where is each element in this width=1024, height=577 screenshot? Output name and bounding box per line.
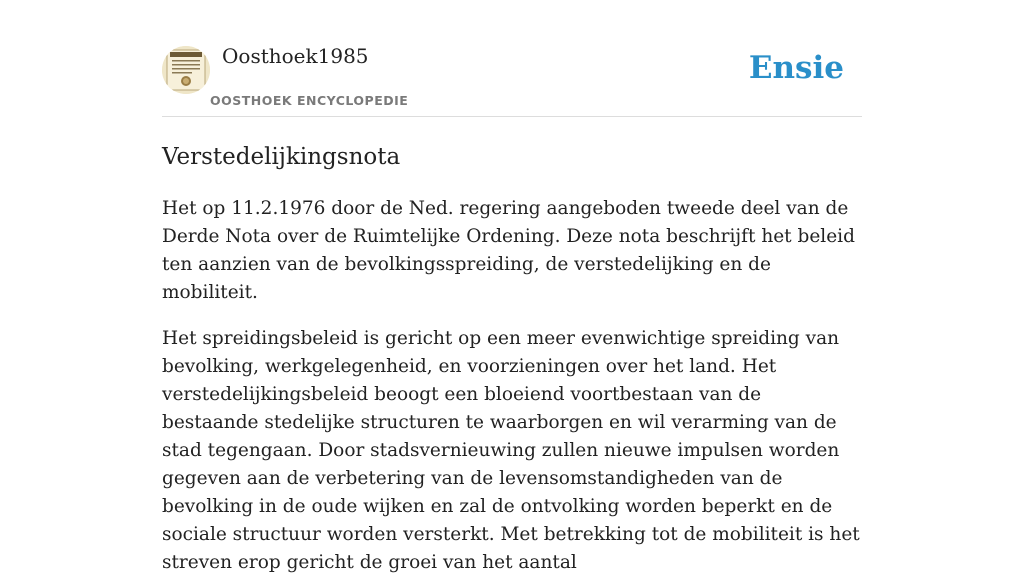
article-title: Verstedelijkingsnota: [162, 144, 401, 170]
article-page: [162, 0, 862, 577]
brand-logo[interactable]: Ensie: [748, 50, 844, 86]
article-paragraph: Het op 11.2.1976 door de Ned. regering aangeboden tweede deel van de Derde Nota over de Ruimtelijke Ordening. Deze nota beschrijft het beleid ten aanzien van de bevolkingsspreiding, de verstedelijking en de mobiliteit.: [162, 198, 855, 303]
avatar[interactable]: [162, 46, 210, 94]
article-paragraph: Het spreidingsbeleid is gericht op een meer evenwichtige spreiding van bevolking, werkgelegenheid, en voorzieningen over het land. Het verstedelijkingsbeleid beoogt een bloeiend voortbestaan van de bestaande stedelijke structuren te waarborgen en wil verarming van de stad tegengaan. Door stadsvernieuwing zullen nieuwe impulsen worden gegeven aan de verbetering van de levensomstandigheden van de bevolking in de oude wijken en zal de ontvolking worden beperkt en de sociale structuur worden versterkt. Met betrekking tot de mobiliteit is het streven erop gericht de groei van het aantal: [162, 328, 860, 573]
source-label[interactable]: OOSTHOEK ENCYCLOPEDIE: [210, 93, 409, 108]
article-header: [162, 0, 862, 117]
encyclopedia-certificate-icon: [162, 46, 210, 94]
author-name[interactable]: Oosthoek1985: [222, 44, 369, 68]
